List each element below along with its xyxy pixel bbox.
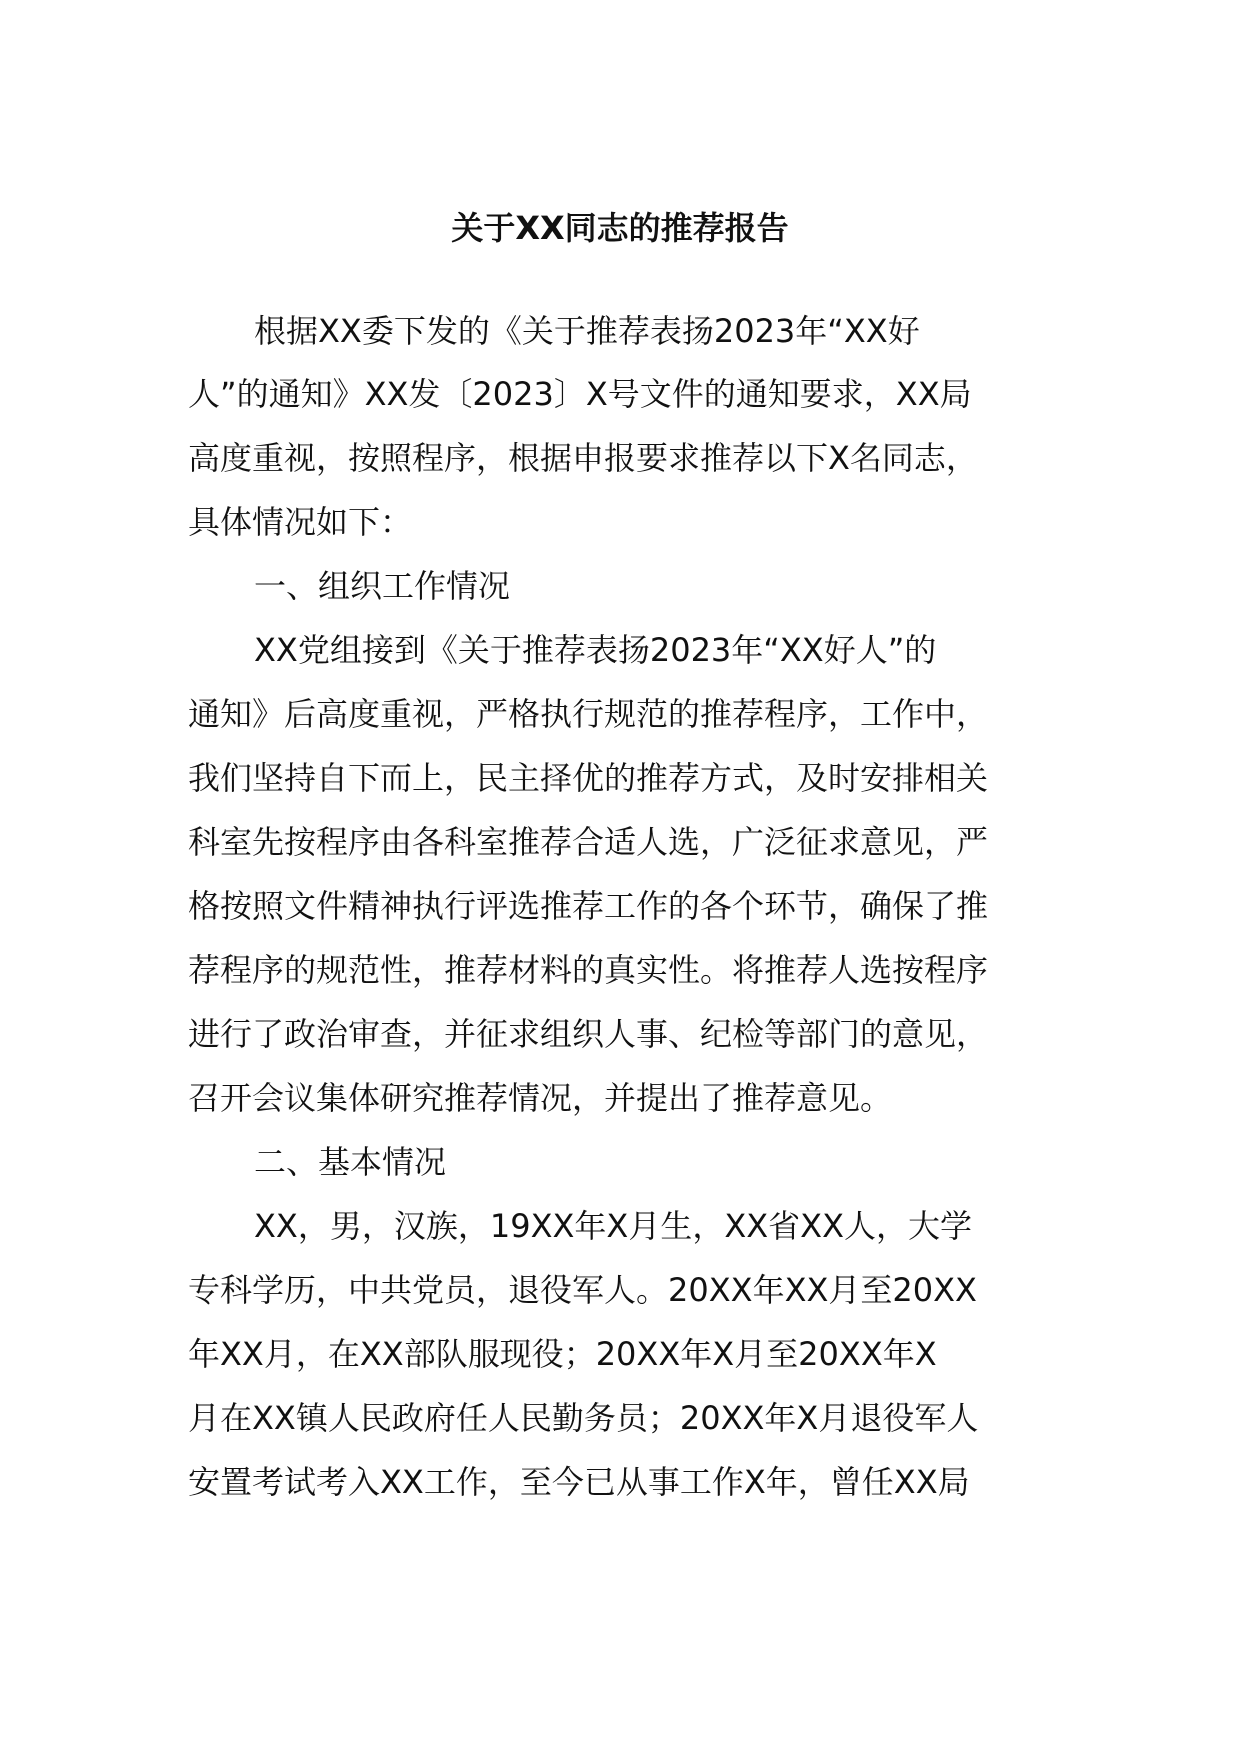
paragraph-line: XX党组接到《关于推荐表扬2023年“XX好人”的 [254,631,937,669]
document-title: 关于XX同志的推荐报告 [451,209,789,247]
section-heading-2: 二、基本情况 [254,1143,447,1181]
paragraph-line: 安置考试考入XX工作，至今已从事工作X年，曾任XX局 [188,1463,970,1501]
paragraph-line: XX，男，汉族，19XX年X月生，XX省XX人，大学 [254,1207,973,1245]
paragraph-line: 具体情况如下： [188,503,413,541]
paragraph-line: 根据XX委下发的《关于推荐表扬2023年“XX好 [254,312,920,350]
paragraph-line: 高度重视，按照程序，根据申报要求推荐以下X名同志， [188,439,978,477]
paragraph-line: 召开会议集体研究推荐情况，并提出了推荐意见。 [188,1079,893,1117]
paragraph-line: 格按照文件精神执行评选推荐工作的各个环节，确保了推 [188,887,989,925]
paragraph-line: 月在XX镇人民政府任人民勤务员；20XX年X月退役军人 [188,1399,979,1437]
paragraph-line: 进行了政治审查，并征求组织人事、纪检等部门的意见， [188,1015,989,1053]
paragraph-line: 年XX月，在XX部队服现役；20XX年X月至20XX年X [188,1335,937,1373]
paragraph-line: 科室先按程序由各科室推荐合适人选，广泛征求意见，严 [188,823,989,861]
paragraph-line: 通知》后高度重视，严格执行规范的推荐程序，工作中， [188,695,989,733]
paragraph-line: 专科学历，中共党员，退役军人。20XX年XX月至20XX [188,1271,977,1309]
paragraph-line: 荐程序的规范性，推荐材料的真实性。将推荐人选按程序 [188,951,989,989]
paragraph-line: 我们坚持自下而上，民主择优的推荐方式，及时安排相关 [188,759,989,797]
paragraph-line: 人”的通知》XX发〔2023〕X号文件的通知要求，XX局 [188,375,972,413]
section-heading-1: 一、组织工作情况 [254,567,511,605]
